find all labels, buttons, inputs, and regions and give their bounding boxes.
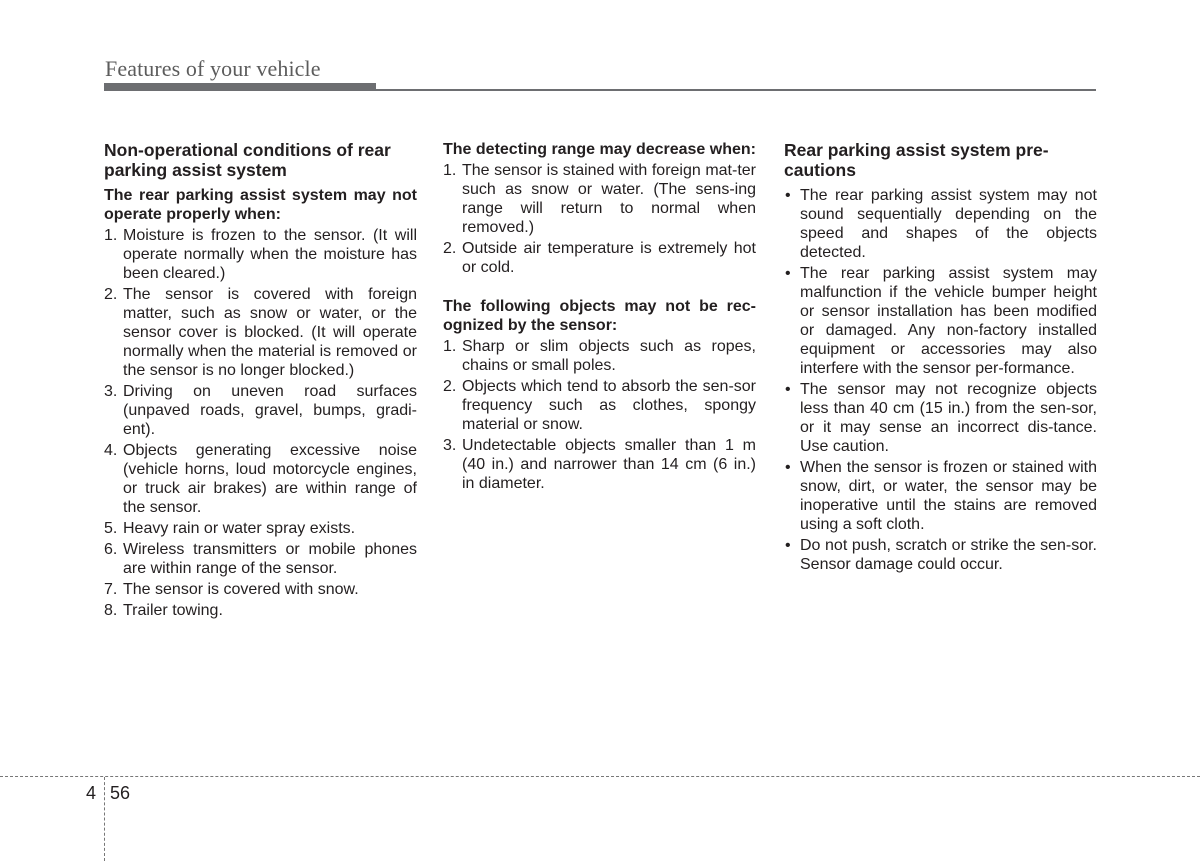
page-header-title: Features of your vehicle: [105, 56, 321, 81]
item-number: 1.: [443, 338, 457, 355]
bullet-icon: •: [785, 381, 791, 398]
detecting-range-list: [443, 161, 756, 277]
list-item: [443, 161, 756, 237]
item-number: 7.: [104, 581, 118, 598]
column-detecting-range: [443, 140, 756, 495]
item-text: Wireless transmitters or mobile phones are within range of the sensor.: [123, 541, 417, 577]
item-text: The sensor is covered with foreign matter, such as snow or water, or the sensor cover is blocked. (It will operate normally when the material is removed or the sensor is no longer blocked.): [123, 286, 417, 379]
list-item: [104, 285, 417, 380]
item-text: Trailer towing.: [123, 602, 223, 619]
bullet-icon: •: [785, 459, 791, 476]
item-text: When the sensor is frozen or stained with snow, dirt, or water, the sensor may be inoperative until the stains are removed using a soft cloth.: [800, 459, 1097, 533]
item-text: Objects generating excessive noise (vehicle horns, loud motorcycle engines, or truck air brakes) are within range of the sensor.: [123, 442, 417, 516]
footer-dashed-rule: [0, 776, 1200, 777]
subheading: The rear parking assist system may not operate properly when:: [104, 187, 417, 223]
item-text: Heavy rain or water spray exists.: [123, 520, 356, 537]
item-number: 3.: [104, 383, 118, 400]
list-item: [104, 580, 417, 599]
item-text: The sensor is covered with snow.: [123, 581, 359, 598]
header-rule-thin: [104, 89, 1096, 91]
bullet-item: [784, 536, 1097, 574]
item-text: Driving on uneven road surfaces (unpaved roads, gravel, bumps, gradi-ent).: [123, 383, 417, 438]
subheading-detecting-range: The detecting range may decrease when:: [443, 141, 756, 158]
column-precautions: [784, 140, 1097, 576]
list-item: [443, 337, 756, 375]
item-number: 2.: [443, 240, 457, 257]
list-item: [443, 436, 756, 493]
column-non-operational: [104, 140, 417, 622]
bullet-icon: •: [785, 187, 791, 204]
item-number: 3.: [443, 437, 457, 454]
condition-list: [104, 226, 417, 620]
precautions-list: [784, 186, 1097, 574]
item-number: 1.: [443, 162, 457, 179]
bullet-item: [784, 186, 1097, 262]
item-number: 5.: [104, 520, 118, 537]
item-number: 1.: [104, 227, 118, 244]
item-text: Outside air temperature is extremely hot or cold.: [462, 240, 756, 276]
item-text: The sensor may not recognize objects less than 40 cm (15 in.) from the sen-sor, or it may sense an incorrect dis-tance. Use caution.: [800, 381, 1097, 455]
item-number: 4.: [104, 442, 118, 459]
list-item: [104, 441, 417, 517]
list-item: [443, 377, 756, 434]
item-text: Undetectable objects smaller than 1 m (40 in.) and narrower than 14 cm (6 in.) in diameter.: [462, 437, 756, 492]
section-heading: Rear parking assist system pre-cautions: [784, 140, 1049, 180]
list-item: [104, 226, 417, 283]
item-text: Objects which tend to absorb the sen-sor frequency such as clothes, spongy material or snow.: [462, 378, 756, 433]
item-text: Sharp or slim objects such as ropes, chains or small poles.: [462, 338, 756, 374]
section-heading: Non-operational conditions of rear parking assist system: [104, 140, 391, 180]
item-text: Do not push, scratch or strike the sen-sor. Sensor damage could occur.: [800, 537, 1097, 573]
item-text: Moisture is frozen to the sensor. (It will operate normally when the moisture has been cleared.): [123, 227, 417, 282]
list-item: [443, 239, 756, 277]
item-text: The rear parking assist system may not sound sequentially depending on the speed and shapes of the objects detected.: [800, 187, 1097, 261]
item-number: 2.: [104, 286, 118, 303]
bullet-item: [784, 264, 1097, 378]
list-item: [104, 540, 417, 578]
list-item: [104, 519, 417, 538]
section-number: 4: [86, 783, 97, 803]
footer-dashed-divider: [104, 777, 105, 861]
unrecognized-objects-list: [443, 337, 756, 493]
page-number: 56: [110, 783, 131, 803]
item-number: 2.: [443, 378, 457, 395]
bullet-item: [784, 380, 1097, 456]
item-number: 8.: [104, 602, 118, 619]
bullet-icon: •: [785, 265, 791, 282]
item-text: The sensor is stained with foreign mat-ter such as snow or water. (The sens-ing range will return to normal when removed.): [462, 162, 756, 236]
list-item: [104, 601, 417, 620]
item-text: The rear parking assist system may malfunction if the vehicle bumper height or sensor installation has been modified or damaged. Any non-factory installed equipment or accessories may also interfere with the sensor per-formance.: [800, 265, 1097, 377]
bullet-item: [784, 458, 1097, 534]
bullet-icon: •: [785, 537, 791, 554]
subheading-unrecognized-objects: The following objects may not be rec-ognized by the sensor:: [443, 298, 756, 334]
item-number: 6.: [104, 541, 118, 558]
list-item: [104, 382, 417, 439]
